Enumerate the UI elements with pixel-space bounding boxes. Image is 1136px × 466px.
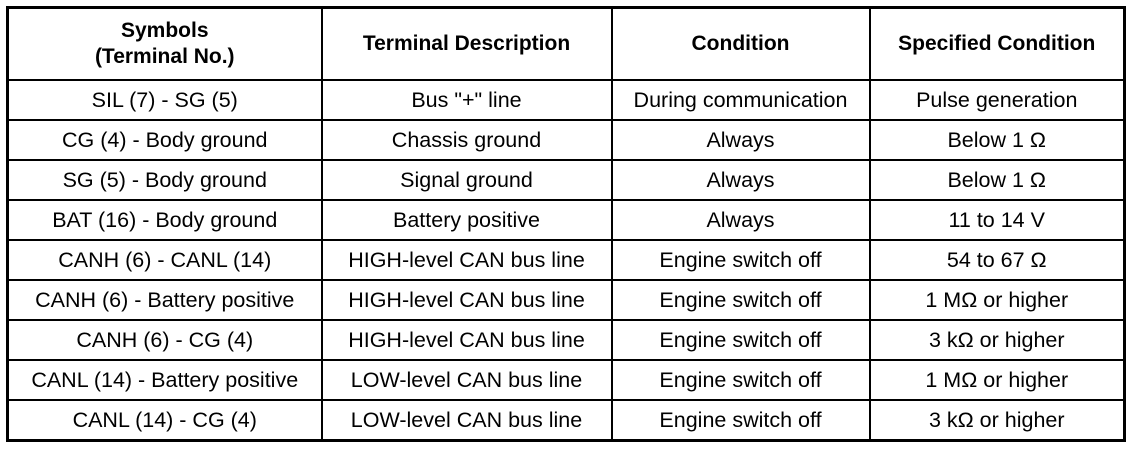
header-symbols-line2: (Terminal No.): [94, 45, 235, 68]
cell-description: LOW-level CAN bus line: [322, 360, 612, 400]
header-specified-condition: Specified Condition: [870, 8, 1125, 81]
header-symbols: [8, 8, 322, 81]
cell-specified: 54 to 67 Ω: [870, 240, 1125, 280]
cell-description: HIGH-level CAN bus line: [322, 240, 612, 280]
cell-specified: Pulse generation: [870, 80, 1125, 120]
cell-description: Bus "+" line: [322, 80, 612, 120]
table-row: [8, 200, 1125, 240]
cell-symbols: CANH (6) - Battery positive: [8, 280, 322, 320]
cell-description: HIGH-level CAN bus line: [322, 280, 612, 320]
cell-description: LOW-level CAN bus line: [322, 400, 612, 441]
table-row: [8, 120, 1125, 160]
cell-symbols: CANH (6) - CANL (14): [8, 240, 322, 280]
cell-condition: Always: [612, 120, 870, 160]
cell-specified: 3 kΩ or higher: [870, 320, 1125, 360]
cell-condition: Engine switch off: [612, 400, 870, 441]
cell-specified: 3 kΩ or higher: [870, 400, 1125, 441]
header-condition: Condition: [612, 8, 870, 81]
cell-symbols: CANL (14) - CG (4): [8, 400, 322, 441]
header-row: [8, 8, 1125, 81]
header-symbols-line1: Symbols: [120, 19, 209, 42]
cell-symbols: SG (5) - Body ground: [8, 160, 322, 200]
table-header: [8, 8, 1125, 81]
table-body: [8, 80, 1125, 441]
cell-specified: 11 to 14 V: [870, 200, 1125, 240]
cell-specified: 1 MΩ or higher: [870, 280, 1125, 320]
header-terminal-description: Terminal Description: [322, 8, 612, 81]
cell-description: Battery positive: [322, 200, 612, 240]
table-row: [8, 280, 1125, 320]
cell-symbols: CANH (6) - CG (4): [8, 320, 322, 360]
table-row: [8, 360, 1125, 400]
table-row: [8, 80, 1125, 120]
cell-condition: Engine switch off: [612, 360, 870, 400]
spec-table-container: [6, 6, 1126, 442]
cell-specified: Below 1 Ω: [870, 120, 1125, 160]
cell-condition: During communication: [612, 80, 870, 120]
cell-description: Signal ground: [322, 160, 612, 200]
cell-condition: Always: [612, 160, 870, 200]
table-row: [8, 320, 1125, 360]
cell-description: Chassis ground: [322, 120, 612, 160]
cell-description: HIGH-level CAN bus line: [322, 320, 612, 360]
cell-symbols: CG (4) - Body ground: [8, 120, 322, 160]
cell-condition: Engine switch off: [612, 320, 870, 360]
cell-specified: 1 MΩ or higher: [870, 360, 1125, 400]
table-row: [8, 240, 1125, 280]
cell-condition: Always: [612, 200, 870, 240]
cell-symbols: BAT (16) - Body ground: [8, 200, 322, 240]
table-row: [8, 400, 1125, 441]
cell-condition: Engine switch off: [612, 240, 870, 280]
cell-symbols: CANL (14) - Battery positive: [8, 360, 322, 400]
table-row: [8, 160, 1125, 200]
cell-condition: Engine switch off: [612, 280, 870, 320]
cell-symbols: SIL (7) - SG (5): [8, 80, 322, 120]
terminal-spec-table: [6, 6, 1126, 442]
cell-specified: Below 1 Ω: [870, 160, 1125, 200]
